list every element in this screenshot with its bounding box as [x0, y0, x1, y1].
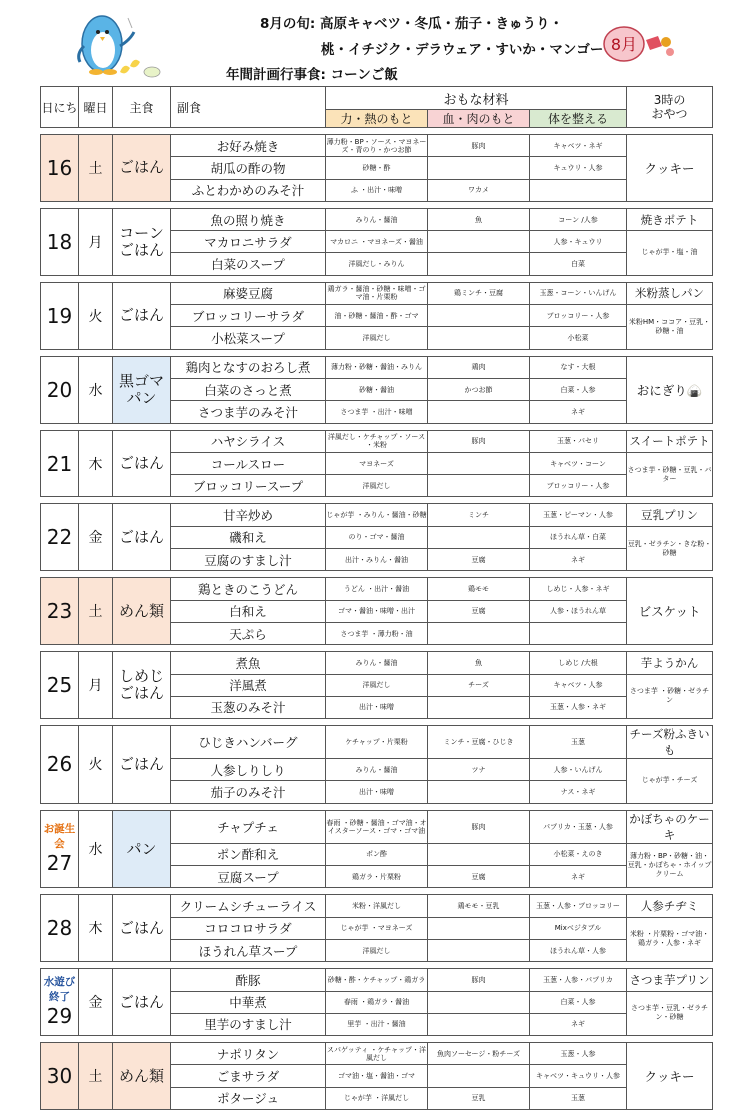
staple-food: パン — [113, 810, 171, 888]
body-ingredients: 人参・キュウリ — [530, 231, 627, 253]
energy-ingredients: 砂糖・醤油 — [326, 378, 428, 400]
blood-ingredients: 豚肉 — [428, 969, 530, 991]
day-number-text: 30 — [46, 1064, 73, 1089]
snack-name: おにぎり🍙 — [627, 356, 713, 423]
weekday: 土 — [79, 135, 113, 202]
body-ingredients: 小松菜・えのき — [530, 843, 627, 865]
blood-ingredients: 魚 — [428, 652, 530, 674]
day-number — [41, 652, 79, 719]
day-separator — [41, 423, 713, 430]
col-staple: 主食 — [113, 87, 171, 128]
day-separator — [41, 888, 713, 895]
blood-ingredients: 豚肉 — [428, 135, 530, 157]
energy-ingredients: 米粉・洋風だし — [326, 895, 428, 917]
blood-ingredients — [428, 327, 530, 349]
body-ingredients: Mixベジタブル — [530, 917, 627, 939]
weekday: 月 — [79, 652, 113, 719]
menu-row — [41, 356, 713, 378]
dish-name: マカロニサラダ — [171, 231, 326, 253]
energy-ingredients: じゃが芋 ・洋風だし — [326, 1087, 428, 1109]
blood-ingredients — [428, 1065, 530, 1087]
staple-food: めん類 — [113, 1043, 171, 1110]
menu-header — [0, 0, 735, 86]
energy-ingredients: みりん・醤油 — [326, 652, 428, 674]
body-ingredients: 玉葱・パセリ — [530, 430, 627, 452]
staple-food: コーン ごはん — [113, 208, 171, 275]
body-ingredients: 玉葱・ピーマン・人参 — [530, 504, 627, 526]
blood-ingredients — [428, 1013, 530, 1035]
menu-row — [41, 652, 713, 674]
snack-name: 芋ようかん — [627, 652, 713, 674]
dish-name: ナポリタン — [171, 1043, 326, 1065]
menu-row — [41, 726, 713, 759]
penguin-mascot-icon — [70, 6, 165, 86]
snack-detail: 米粉HM・ココア・豆乳・砂糖・油 — [627, 305, 713, 350]
snack-name: さつま芋プリン — [627, 969, 713, 991]
energy-ingredients: 洋風だし — [326, 674, 428, 696]
menu-row — [41, 1043, 713, 1065]
weekday: 水 — [79, 810, 113, 888]
energy-ingredients: 春雨 ・砂糖・醤油・ゴマ油・オイスターソース・ゴマ・ゴマ油 — [326, 810, 428, 843]
dish-name: 磯和え — [171, 526, 326, 548]
blood-ingredients: チーズ — [428, 674, 530, 696]
energy-ingredients: ゴマ油・塩・醤油・ゴマ — [326, 1065, 428, 1087]
blood-ingredients — [428, 622, 530, 644]
event-food-line: 年間計画行事食: コーンご飯 — [226, 67, 398, 83]
snack-detail: さつま芋 ・砂糖・ゼラチン — [627, 674, 713, 719]
staple-food: ごはん — [113, 895, 171, 962]
blood-ingredients — [428, 305, 530, 327]
day-separator — [41, 719, 713, 726]
day-number-text: 21 — [46, 451, 73, 476]
dish-name: 麻婆豆腐 — [171, 282, 326, 304]
separator-cell — [41, 128, 713, 135]
energy-ingredients: ふ ・出汁・味噌 — [326, 179, 428, 201]
body-ingredients: ネギ — [530, 866, 627, 888]
col-materials: おもな材料 — [326, 87, 627, 110]
staple-food: ごはん — [113, 726, 171, 804]
blood-ingredients — [428, 452, 530, 474]
dish-name: ポタージュ — [171, 1087, 326, 1109]
col-blood: 血・肉のもと — [428, 110, 530, 128]
body-ingredients: キャベツ・ネギ — [530, 135, 627, 157]
staple-food: ごはん — [113, 504, 171, 571]
menu-row — [41, 969, 713, 991]
body-ingredients: 玉葱 — [530, 726, 627, 759]
blood-ingredients: ミンチ — [428, 504, 530, 526]
snack-name: かぼちゃのケーキ — [627, 810, 713, 843]
staple-food: めん類 — [113, 578, 171, 645]
blood-ingredients: ワカメ — [428, 179, 530, 201]
dish-name: 鶏ときのこうどん — [171, 578, 326, 600]
day-separator — [41, 645, 713, 652]
day-number — [41, 282, 79, 349]
menu-row — [41, 504, 713, 526]
weekday: 木 — [79, 430, 113, 497]
dish-name: 天ぷら — [171, 622, 326, 644]
dish-name: クリームシチューライス — [171, 895, 326, 917]
day-number-text: 16 — [46, 155, 73, 180]
blood-ingredients: 豆腐 — [428, 600, 530, 622]
energy-ingredients: のり・ゴマ・醤油 — [326, 526, 428, 548]
staple-food: 黒ゴマ パン — [113, 356, 171, 423]
dish-name: 煮魚 — [171, 652, 326, 674]
col-date: 日にち — [41, 87, 79, 128]
day-separator — [41, 128, 713, 135]
energy-ingredients: マヨネーズ — [326, 452, 428, 474]
dish-name: 白菜のさっと煮 — [171, 378, 326, 400]
blood-ingredients — [428, 157, 530, 179]
day-number-text: 18 — [46, 229, 73, 254]
body-ingredients: ほうれん草・人参 — [530, 939, 627, 961]
day-number — [41, 895, 79, 962]
blood-ingredients — [428, 781, 530, 803]
snack-name: 米粉蒸しパン — [627, 282, 713, 304]
body-ingredients: ネギ — [530, 549, 627, 571]
dish-name: ごまサラダ — [171, 1065, 326, 1087]
snack-name: 焼きポテト — [627, 208, 713, 230]
weekday: 火 — [79, 282, 113, 349]
dish-name: ハヤシライス — [171, 430, 326, 452]
blood-ingredients: 豆腐 — [428, 549, 530, 571]
staple-food: ごはん — [113, 135, 171, 202]
energy-ingredients: 薄力粉・砂糖・醤油・みりん — [326, 356, 428, 378]
day-separator — [41, 349, 713, 356]
body-ingredients — [530, 622, 627, 644]
body-ingredients: 白菜 — [530, 253, 627, 275]
blood-ingredients: 鶏肉 — [428, 356, 530, 378]
separator-cell — [41, 275, 713, 282]
snack-name: 人参チヂミ — [627, 895, 713, 917]
energy-ingredients: 洋風だし・みりん — [326, 253, 428, 275]
dish-name: 洋風煮 — [171, 674, 326, 696]
snack-name: クッキー — [627, 135, 713, 202]
event-label: 水遊び終了 — [43, 976, 76, 1004]
staple-food: ごはん — [113, 430, 171, 497]
snack-detail: じゃが芋・塩・油 — [627, 231, 713, 276]
day-number-text: 22 — [46, 525, 73, 550]
body-ingredients: ブロッコリー・人参 — [530, 305, 627, 327]
body-ingredients: キャベツ・キュウリ・人参 — [530, 1065, 627, 1087]
day-number — [41, 810, 79, 888]
menu-table — [40, 86, 713, 1110]
separator-cell — [41, 201, 713, 208]
weekday: 金 — [79, 504, 113, 571]
energy-ingredients: ケチャップ・片栗粉 — [326, 726, 428, 759]
dish-name: お好み焼き — [171, 135, 326, 157]
energy-ingredients: 砂糖・酢・ケチャップ・鶏ガラ — [326, 969, 428, 991]
menu-row — [41, 135, 713, 157]
body-ingredients: 玉葱 — [530, 1087, 627, 1109]
dish-name: ブロッコリーサラダ — [171, 305, 326, 327]
energy-ingredients: 洋風だし — [326, 939, 428, 961]
energy-ingredients: さつま芋 ・出汁・味噌 — [326, 401, 428, 423]
separator-cell — [41, 719, 713, 726]
day-number — [41, 504, 79, 571]
blood-ingredients: 鶏ミンチ・豆腐 — [428, 282, 530, 304]
day-separator — [41, 275, 713, 282]
dish-name: 白菜のスープ — [171, 253, 326, 275]
dish-name: 豆腐のすまし汁 — [171, 549, 326, 571]
day-number — [41, 356, 79, 423]
blood-ingredients: 鶏モモ — [428, 578, 530, 600]
day-number-text: 19 — [46, 303, 73, 328]
menu-row — [41, 430, 713, 452]
menu-body — [41, 128, 713, 1110]
day-number — [41, 1043, 79, 1110]
day-number — [41, 726, 79, 804]
energy-ingredients: 洋風だし — [326, 475, 428, 497]
dish-name: コールスロー — [171, 452, 326, 474]
energy-ingredients: さつま芋 ・薄力粉・油 — [326, 622, 428, 644]
weekday: 金 — [79, 969, 113, 1036]
body-ingredients: 玉葱・人参・ブロッコリー — [530, 895, 627, 917]
snack-name: 豆乳プリン — [627, 504, 713, 526]
energy-ingredients: 薄力粉・BP・ソース・マヨネーズ・青のり・かつお節 — [326, 135, 428, 157]
blood-ingredients — [428, 401, 530, 423]
season-line-1: 8月の旬: 高原キャベツ・冬瓜・茄子・きゅうり・ — [260, 16, 563, 32]
day-number — [41, 135, 79, 202]
energy-ingredients: マカロニ ・マヨネーズ・醤油 — [326, 231, 428, 253]
snack-detail: 豆乳・ゼラチン・きな粉・砂糖 — [627, 526, 713, 571]
day-separator — [41, 803, 713, 810]
body-ingredients: 玉葱・人参・パプリカ — [530, 969, 627, 991]
month-badge-label: 8月 — [610, 35, 638, 54]
staple-food: しめじ ごはん — [113, 652, 171, 719]
snack-detail: 米粉 ・片栗粉・ゴマ油・鶏ガラ・人参・ネギ — [627, 917, 713, 962]
day-number-text: 27 — [46, 851, 73, 876]
separator-cell — [41, 888, 713, 895]
weekday: 月 — [79, 208, 113, 275]
blood-ingredients — [428, 475, 530, 497]
snack-detail: じゃが芋・チーズ — [627, 759, 713, 804]
blood-ingredients: 豆乳 — [428, 1087, 530, 1109]
day-number-text: 29 — [46, 1004, 73, 1029]
separator-cell — [41, 497, 713, 504]
blood-ingredients — [428, 917, 530, 939]
day-separator — [41, 1036, 713, 1043]
energy-ingredients: 鶏ガラ・醤油・砂糖・味噌・ゴマ油・片栗粉 — [326, 282, 428, 304]
energy-ingredients: 出汁・味噌 — [326, 696, 428, 718]
energy-ingredients: じゃが芋 ・みりん・醤油・砂糖 — [326, 504, 428, 526]
body-ingredients: しめじ・人参・ネギ — [530, 578, 627, 600]
body-ingredients: 白菜・人参 — [530, 378, 627, 400]
separator-cell — [41, 423, 713, 430]
snack-detail: さつま芋・豆乳・ゼラチン・砂糖 — [627, 991, 713, 1036]
blood-ingredients — [428, 843, 530, 865]
dish-name: 魚の照り焼き — [171, 208, 326, 230]
body-ingredients: しめじ /大根 — [530, 652, 627, 674]
dish-name: 小松菜スープ — [171, 327, 326, 349]
dish-name: ポン酢和え — [171, 843, 326, 865]
separator-cell — [41, 962, 713, 969]
menu-row — [41, 578, 713, 600]
body-ingredients: キュウリ・人参 — [530, 157, 627, 179]
body-ingredients: ネギ — [530, 1013, 627, 1035]
energy-ingredients: 出汁・味噌 — [326, 781, 428, 803]
dish-name: ほうれん草スープ — [171, 939, 326, 961]
menu-row — [41, 208, 713, 230]
separator-cell — [41, 1036, 713, 1043]
blood-ingredients — [428, 991, 530, 1013]
separator-cell — [41, 803, 713, 810]
blood-ingredients: かつお節 — [428, 378, 530, 400]
dish-name: 里芋のすまし汁 — [171, 1013, 326, 1035]
separator-cell — [41, 645, 713, 652]
day-number-text: 23 — [46, 599, 73, 624]
dish-name: コロコロサラダ — [171, 917, 326, 939]
day-number — [41, 430, 79, 497]
energy-ingredients: 砂糖・酢 — [326, 157, 428, 179]
menu-row — [41, 895, 713, 917]
dish-name: 鶏肉となすのおろし煮 — [171, 356, 326, 378]
blood-ingredients: ミンチ・豆腐・ひじき — [428, 726, 530, 759]
day-number-text: 25 — [46, 673, 73, 698]
body-ingredients: 人参・ほうれん草 — [530, 600, 627, 622]
menu-row — [41, 282, 713, 304]
energy-ingredients: 出汁・みりん・醤油 — [326, 549, 428, 571]
body-ingredients: ほうれん草・白菜 — [530, 526, 627, 548]
day-number — [41, 578, 79, 645]
staple-food: ごはん — [113, 969, 171, 1036]
blood-ingredients: 豆腐 — [428, 866, 530, 888]
energy-ingredients: ゴマ・醤油・味噌・出汁 — [326, 600, 428, 622]
energy-ingredients: うどん ・出汁・醤油 — [326, 578, 428, 600]
snack-name: ビスケット — [627, 578, 713, 645]
energy-ingredients: 春雨 ・鶏ガラ・醤油 — [326, 991, 428, 1013]
separator-cell — [41, 571, 713, 578]
separator-cell — [41, 349, 713, 356]
day-number-text: 28 — [46, 916, 73, 941]
dish-name: 茄子のみそ汁 — [171, 781, 326, 803]
body-ingredients: 人参・いんげん — [530, 759, 627, 781]
day-separator — [41, 201, 713, 208]
weekday: 水 — [79, 356, 113, 423]
energy-ingredients: スパゲッティ ・ケチャップ・洋風だし — [326, 1043, 428, 1065]
dish-name: 人参しりしり — [171, 759, 326, 781]
dish-name: ふとわかめのみそ汁 — [171, 179, 326, 201]
body-ingredients: ブロッコリー・人参 — [530, 475, 627, 497]
dish-name: 甘辛炒め — [171, 504, 326, 526]
body-ingredients: 玉葱・人参 — [530, 1043, 627, 1065]
body-ingredients — [530, 179, 627, 201]
blood-ingredients — [428, 939, 530, 961]
body-ingredients: ナス・ネギ — [530, 781, 627, 803]
dish-name: ひじきハンバーグ — [171, 726, 326, 759]
dish-name: 玉葱のみそ汁 — [171, 696, 326, 718]
col-body: 体を整える — [530, 110, 627, 128]
blood-ingredients: 鶏モモ・豆乳 — [428, 895, 530, 917]
blood-ingredients: 豚肉 — [428, 430, 530, 452]
day-number — [41, 208, 79, 275]
blood-ingredients — [428, 231, 530, 253]
dish-name: ブロッコリースープ — [171, 475, 326, 497]
body-ingredients: なす・大根 — [530, 356, 627, 378]
snack-name: スイートポテト — [627, 430, 713, 452]
energy-ingredients: 鶏ガラ・片栗粉 — [326, 866, 428, 888]
day-separator — [41, 497, 713, 504]
blood-ingredients: 魚肉ソーセージ・粉チーズ — [428, 1043, 530, 1065]
body-ingredients: コーン /人参 — [530, 208, 627, 230]
body-ingredients: パプリカ・玉葱・人参 — [530, 810, 627, 843]
weekday: 木 — [79, 895, 113, 962]
energy-ingredients: みりん・醤油 — [326, 208, 428, 230]
body-ingredients: キャベツ・人参 — [530, 674, 627, 696]
day-separator — [41, 571, 713, 578]
energy-ingredients: じゃが芋 ・マヨネーズ — [326, 917, 428, 939]
dish-name: 白和え — [171, 600, 326, 622]
menu-row — [41, 810, 713, 843]
dish-name: 豆腐スープ — [171, 866, 326, 888]
col-side: 副食 — [171, 87, 326, 128]
body-ingredients: ネギ — [530, 401, 627, 423]
day-number-text: 26 — [46, 752, 73, 777]
body-ingredients: 玉葱・コーン・いんげん — [530, 282, 627, 304]
weekday: 土 — [79, 1043, 113, 1110]
season-line-2: 桃・イチジク・デラウェア・すいか・マンゴー — [321, 42, 604, 58]
snack-name: クッキー — [627, 1043, 713, 1110]
day-number-text: 20 — [46, 377, 73, 402]
body-ingredients: 白菜・人参 — [530, 991, 627, 1013]
col-energy: 力・熱のもと — [326, 110, 428, 128]
col-weekday: 曜日 — [79, 87, 113, 128]
snack-detail: さつま芋・砂糖・豆乳・バター — [627, 452, 713, 497]
staple-food: ごはん — [113, 282, 171, 349]
energy-ingredients: みりん・醤油 — [326, 759, 428, 781]
body-ingredients: キャベツ・コーン — [530, 452, 627, 474]
dish-name: 酢豚 — [171, 969, 326, 991]
blood-ingredients: ツナ — [428, 759, 530, 781]
weekday: 火 — [79, 726, 113, 804]
dish-name: チャプチェ — [171, 810, 326, 843]
day-separator — [41, 962, 713, 969]
blood-ingredients — [428, 696, 530, 718]
day-number — [41, 969, 79, 1036]
event-label: お誕生会 — [43, 823, 76, 851]
energy-ingredients: 里芋 ・出汁・醤油 — [326, 1013, 428, 1035]
col-snack: 3時の おやつ — [627, 87, 713, 128]
body-ingredients: 小松菜 — [530, 327, 627, 349]
snack-detail: 薄力粉・BP・砂糖・油・豆乳・かぼちゃ・ホイップクリーム — [627, 843, 713, 888]
snack-name: チーズ粉ふきいも — [627, 726, 713, 759]
energy-ingredients: 油・砂糖・醤油・酢・ゴマ — [326, 305, 428, 327]
energy-ingredients: 洋風だし — [326, 327, 428, 349]
blood-ingredients — [428, 253, 530, 275]
dish-name: 中華煮 — [171, 991, 326, 1013]
month-badge-icon — [600, 22, 680, 66]
blood-ingredients — [428, 526, 530, 548]
weekday: 土 — [79, 578, 113, 645]
dish-name: 胡瓜の酢の物 — [171, 157, 326, 179]
energy-ingredients: 洋風だし・ケチャップ・ソース ・米粉 — [326, 430, 428, 452]
energy-ingredients: ポン酢 — [326, 843, 428, 865]
blood-ingredients: 魚 — [428, 208, 530, 230]
blood-ingredients: 豚肉 — [428, 810, 530, 843]
dish-name: さつま芋のみそ汁 — [171, 401, 326, 423]
body-ingredients: 玉葱・人参・ネギ — [530, 696, 627, 718]
